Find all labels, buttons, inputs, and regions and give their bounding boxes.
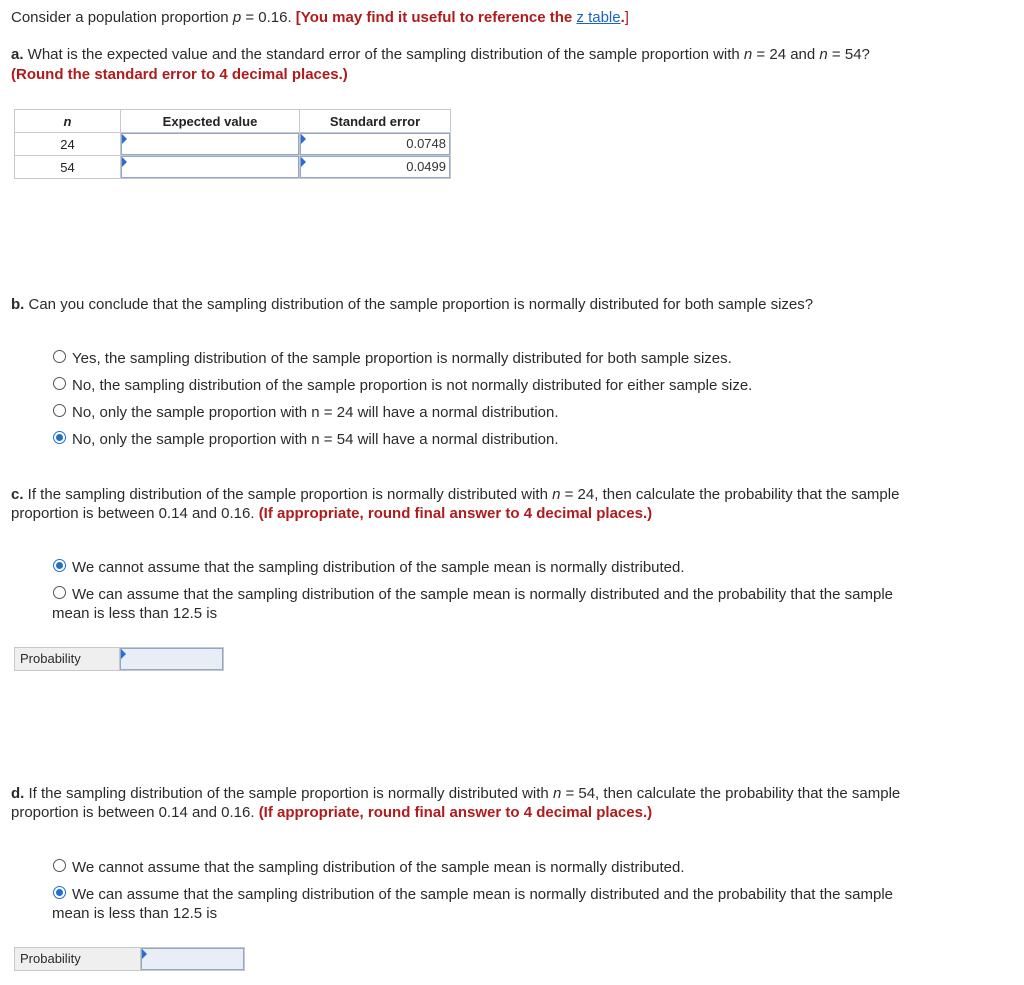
input-marker-icon: [142, 949, 147, 959]
part-a-instruction: (Round the standard error to 4 decimal places.): [11, 66, 348, 83]
row-n-value: 54: [15, 156, 121, 179]
option-label-continued: mean is less than 12.5 is: [52, 605, 218, 622]
part-a-question: a. What is the expected value and the standard error of the sampling distribution of the sample proportion with n = 24 and n = 54?: [11, 46, 870, 63]
radio-d-option-2[interactable]: [53, 886, 66, 899]
standard-error-input-54[interactable]: 0.0499: [300, 156, 450, 178]
intro-text: Consider a population proportion p = 0.16. [You may find it useful to reference the z table.]: [11, 9, 629, 26]
input-marker-icon: [301, 134, 306, 144]
probability-field-d: [14, 947, 245, 971]
input-marker-icon: [122, 134, 127, 144]
option-label: Yes, the sampling distribution of the sample proportion is normally distributed for both sample sizes.: [72, 350, 732, 367]
p-symbol: p: [232, 9, 242, 26]
probability-label: Probability: [15, 948, 141, 970]
radio-d-option-1[interactable]: [53, 859, 66, 872]
part-d-question-line2: proportion is between 0.14 and 0.16. (If appropriate, round final answer to 4 decimal places.): [11, 804, 653, 821]
part-d-question: d. If the sampling distribution of the sample proportion is normally distributed with n = 54, then calculate the probability that the sample: [11, 785, 901, 802]
input-marker-icon: [301, 157, 306, 167]
answer-table: [14, 109, 451, 179]
header-standard-error: Standard error: [300, 110, 451, 133]
option-label: We can assume that the sampling distribution of the sample mean is normally distributed and the probability that the sample: [72, 886, 893, 903]
hint-text: You may find it useful to reference the: [300, 9, 577, 26]
part-c-question: c. If the sampling distribution of the sample proportion is normally distributed with n = 24, then calculate the probability that the sample: [11, 486, 900, 503]
input-marker-icon: [122, 157, 127, 167]
option-label: We cannot assume that the sampling distribution of the sample mean is normally distributed.: [72, 559, 685, 576]
header-expected-value: Expected value: [121, 110, 300, 133]
probability-input-c[interactable]: [120, 648, 223, 670]
table-row: [15, 133, 451, 156]
radio-b-option-4[interactable]: [53, 431, 66, 444]
option-label: We cannot assume that the sampling distribution of the sample mean is normally distributed.: [72, 859, 685, 876]
part-c-question-line2: proportion is between 0.14 and 0.16. (If appropriate, round final answer to 4 decimal places.): [11, 505, 653, 522]
option-label-continued: mean is less than 12.5 is: [52, 905, 218, 922]
option-label: No, only the sample proportion with n = 24 will have a normal distribution.: [72, 404, 559, 421]
radio-c-option-1[interactable]: [53, 559, 66, 572]
probability-field-c: [14, 647, 224, 671]
option-label: We can assume that the sampling distribution of the sample mean is normally distributed and the probability that the sample: [72, 586, 893, 603]
header-n: n: [15, 110, 121, 133]
expected-value-input-54[interactable]: [121, 156, 299, 178]
radio-c-option-2[interactable]: [53, 586, 66, 599]
input-marker-icon: [121, 649, 126, 659]
table-row: [15, 156, 451, 179]
option-label: No, the sampling distribution of the sample proportion is not normally distributed for either sample size.: [72, 377, 753, 394]
probability-label: Probability: [15, 648, 120, 670]
z-table-link[interactable]: z table: [576, 9, 621, 26]
option-label: No, only the sample proportion with n = 54 will have a normal distribution.: [72, 431, 559, 448]
row-n-value: 24: [15, 133, 121, 156]
probability-input-d[interactable]: [141, 948, 244, 970]
radio-b-option-1[interactable]: [53, 350, 66, 363]
table-header-row: [15, 110, 451, 133]
part-b-question: b. Can you conclude that the sampling distribution of the sample proportion is normally distributed for both sample sizes?: [11, 296, 814, 313]
radio-b-option-2[interactable]: [53, 377, 66, 390]
expected-value-input-24[interactable]: [121, 133, 299, 155]
radio-b-option-3[interactable]: [53, 404, 66, 417]
standard-error-input-24[interactable]: 0.0748: [300, 133, 450, 155]
